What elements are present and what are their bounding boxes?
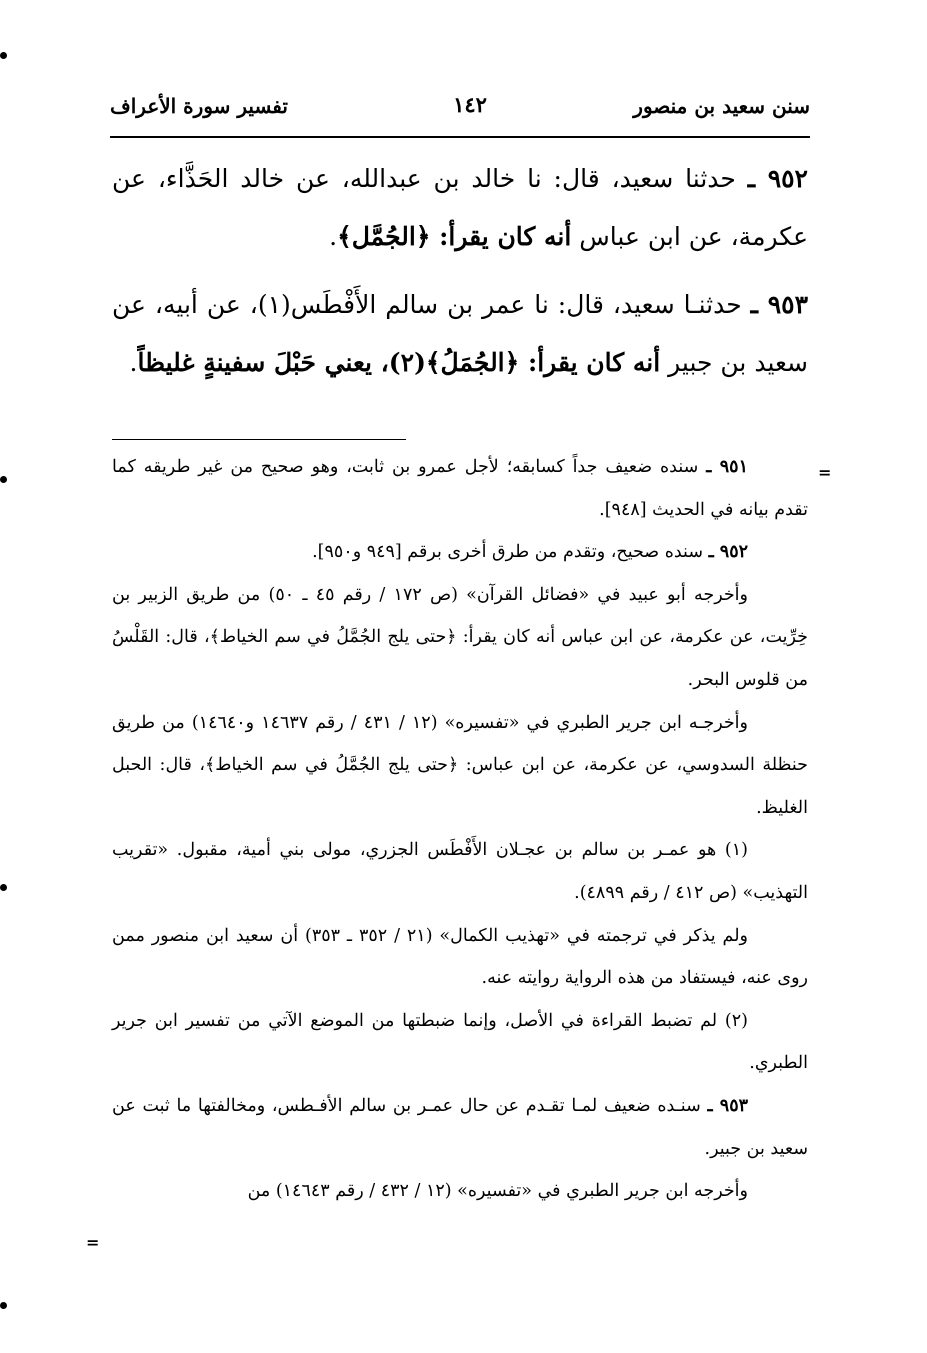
- note-952-para: وأخرجه أبو عبيد في «فضائل القرآن» (ص ١٧٢ / رقم ٤٥ ـ ٥٠) من طريق الزبير بن خِرِّيت، عن عكرمة، عن ابن عباس أنه كان يقرأ: ﴿حتى يلج الجُمَّلُ في سم الخياط﴾، قال: القَلْسُ من قلوس البحر.: [112, 584, 808, 690]
- hadith-number: ٩٥٢ ـ: [747, 164, 808, 193]
- margin-dot: [0, 52, 7, 59]
- continuation-mark: =: [818, 463, 832, 482]
- footnote-1-para: ولم يذكر في ترجمته في «تهذيب الكمال» (٢١ / ٣٥٢ ـ ٣٥٣) أن سعيد ابن منصور ممن روى عنه، فيستفاد من هذه الرواية روايته عنه.: [112, 925, 808, 989]
- note-number: ٩٥٣ ـ: [707, 1095, 748, 1116]
- hadith-952: [112, 150, 808, 266]
- note-953-para: وأخرجه ابن جرير الطبري في «تفسيره» (١٢ / ٤٣٢ / رقم ١٤٦٤٣) من: [247, 1181, 748, 1202]
- note-text: سنـده ضعيف لمـا تقـدم عن حال عمـر بن سالم الأفـطس، ومخالفتها ما ثبت عن سعيد بن جبير.: [112, 1095, 808, 1159]
- hadith-end: .: [329, 222, 338, 251]
- hadith-quote: أنه كان يقرأ: ﴿الجُمَّل﴾: [337, 222, 572, 251]
- header-rule: [110, 136, 810, 138]
- footnote-rule: [112, 439, 406, 440]
- note-number: ٩٥١ ـ: [706, 457, 748, 477]
- margin-dot: [0, 476, 7, 483]
- margin-dot: [0, 884, 7, 891]
- running-header: [110, 88, 810, 128]
- footnote-2: (٢) لم تضبط القراءة في الأصل، وإنما ضبطتها من الموضع الآتي من تفسير ابن جرير الطبري.: [112, 1010, 808, 1074]
- hadith-text: حدثنا سعيد، قال: نا خالد بن عبدالله، عن خالد الحَذَّاء، عن عكرمة، عن ابن عباس: [112, 164, 808, 251]
- hadith-953: [112, 276, 808, 392]
- hadith-quote: أنه كان يقرأ: ﴿الجُمَلُ﴾(٢)، يعني حَبْلَ سفينةٍ غليظاً: [137, 348, 661, 377]
- hadith-text: حدثنـا سعيد، قال: نا عمر بن سالم الأَفْطَس(١)، عن أبيه، عن سعيد بن جبير: [112, 290, 808, 377]
- note-953: [112, 1085, 808, 1170]
- note-952: [112, 531, 808, 574]
- page-number: ١٤٢: [453, 92, 487, 117]
- section-title: تفسير سورة الأعراف: [110, 94, 288, 118]
- main-text: [112, 150, 808, 402]
- note-text: سنده صحيح، وتقدم من طرق أخرى برقم [٩٤٩ و٩٥٠].: [312, 542, 709, 563]
- continuation-mark: =: [86, 1233, 100, 1252]
- hadith-number: ٩٥٣ ـ: [750, 290, 809, 319]
- hadith-end: .: [129, 348, 138, 377]
- footnote-1: (١) هو عمـر بن سالم بن عجـلان الأَفْطَس الجزري، مولى بني أمية، مقبول. «تقريب التهذيب» (ص ٤١٢ / رقم ٤٨٩٩).: [112, 840, 808, 903]
- footnotes: [112, 446, 808, 1213]
- note-number: ٩٥٢ ـ: [708, 542, 748, 563]
- note-952-para: وأخرجـه ابن جرير الطبري في «تفسيره» (١٢ / ٤٣١ / رقم ١٤٦٣٧ و١٤٦٤٠) من طريق حنظلة السدوسي، عن عكرمة، عن ابن عباس: ﴿حتى يلج الجُمَّلُ في سم الخياط﴾، قال: الحبل الغليظ.: [112, 712, 808, 818]
- note-text: سنده ضعيف جداً كسابقه؛ لأجل عمرو بن ثابت، وهو صحيح من غير طريقه كما تقدم بيانه في الحديث [٩٤٨].: [112, 457, 808, 520]
- book-title: سنن سعيد بن منصور: [633, 94, 810, 118]
- margin-dot: [0, 1302, 7, 1309]
- note-951: [112, 446, 808, 531]
